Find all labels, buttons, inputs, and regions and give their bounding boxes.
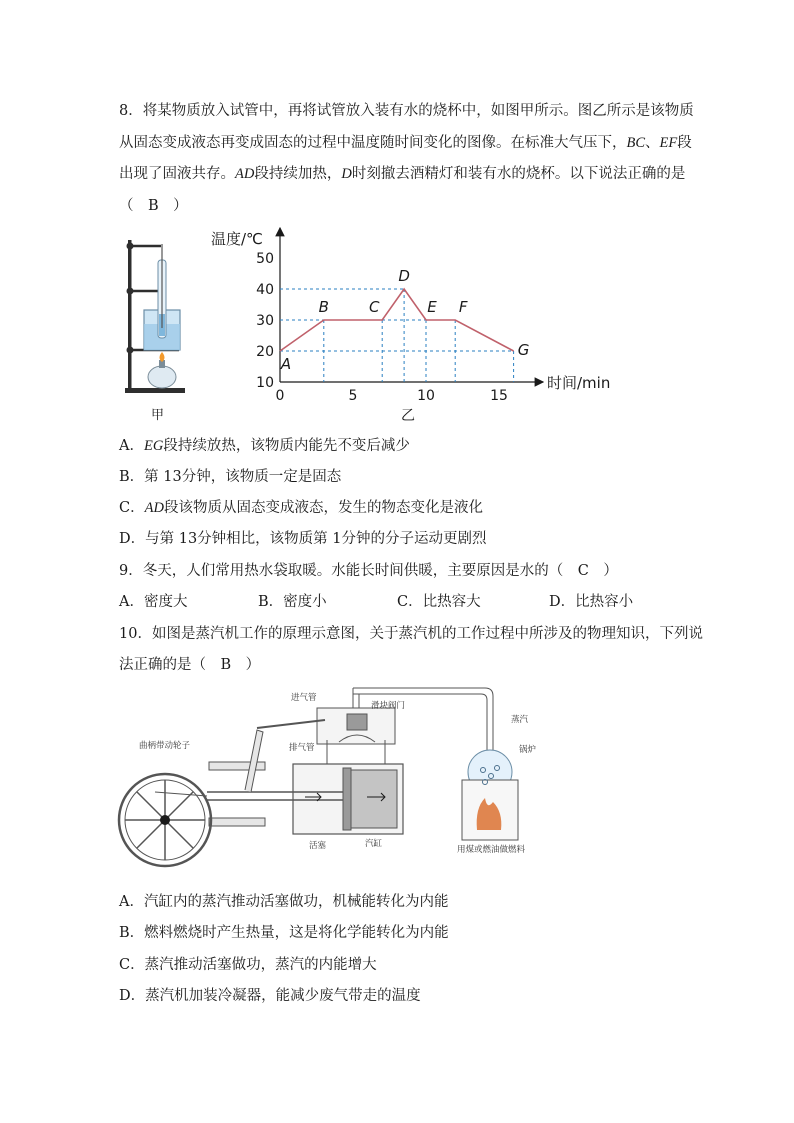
figure-a-caption: 甲 xyxy=(151,408,165,423)
q8-option-d[interactable]: D．与第 13分钟相比，该物质第 1分钟的分子运动更剧烈 xyxy=(119,531,487,547)
label-fuel: 用煤或燃油做燃料 xyxy=(457,845,526,855)
slide-valve xyxy=(347,714,367,730)
label-piston: 活塞 xyxy=(309,841,327,851)
q9-option-c[interactable]: C．比热容大 xyxy=(397,594,481,610)
y-tick-label: 50 xyxy=(256,251,274,267)
label-exhaust-pipe: 排气管 xyxy=(289,743,315,753)
lab-apparatus-figure xyxy=(115,232,195,432)
q8-option-c-text: 段该物质从固态变成液态，发生的物态变化是液化 xyxy=(163,500,483,516)
piston xyxy=(343,768,351,830)
x-tick-label: 5 xyxy=(348,388,358,404)
q9-option-d[interactable]: D．比热容小 xyxy=(549,594,634,610)
x-tick-label: 15 xyxy=(490,388,508,404)
connecting-rod xyxy=(245,730,263,792)
q8-option-a-prefix: A． xyxy=(119,438,144,454)
y-tick-label: 30 xyxy=(256,313,274,329)
q10-option-b[interactable]: B．燃料燃烧时产生热量，这是将化学能转化为内能 xyxy=(119,925,449,941)
q9-option-a[interactable]: A．密度大 xyxy=(119,594,188,610)
q8-term-ef: EF xyxy=(659,135,678,151)
temperature-time-chart xyxy=(205,226,625,426)
label-crank-wheel: 曲柄带动轮子 xyxy=(139,741,191,751)
q8-option-c[interactable] xyxy=(119,498,483,518)
point-label-e: E xyxy=(427,298,437,316)
q8-term-d: D xyxy=(341,166,352,182)
q10-stem-line2: 法正确的是（ B ） xyxy=(119,657,261,673)
point-label-f: F xyxy=(458,298,468,316)
label-slide-valve: 滑块阀门 xyxy=(371,701,406,711)
q9-option-b[interactable]: B．密度小 xyxy=(258,594,327,610)
q8-term-ad-option: AD xyxy=(144,500,164,516)
q8-option-b[interactable]: B．第 13分钟，该物质一定是固态 xyxy=(119,469,342,485)
point-label-g: G xyxy=(517,341,530,359)
q8-term-bc: BC xyxy=(626,135,646,151)
figure-b-caption: 乙 xyxy=(401,408,415,424)
q10-option-a[interactable]: A．汽缸内的蒸汽推动活塞做功，机械能转化为内能 xyxy=(119,894,449,910)
q10-stem-line1: 10．如图是蒸汽机工作的原理示意图，关于蒸汽机的工作过程中所涉及的物理知识，下列说 xyxy=(119,626,703,642)
q8-option-a-text: 段持续放热，该物质内能先不变后减少 xyxy=(163,438,410,454)
q9-stem: 9．冬天，人们常用热水袋取暖。水能长时间供暖，主要原因是水的（ C ） xyxy=(119,563,618,579)
stand-rod xyxy=(128,240,132,390)
y-tick-label: 20 xyxy=(256,344,274,360)
point-label-c: C xyxy=(368,298,380,316)
x-tick-label: 0 xyxy=(275,388,285,404)
q8-option-a[interactable] xyxy=(119,436,410,456)
q8-stem-line1: 8．将某物质放入试管中，再将试管放入装有水的烧杯中，如图甲所示。图乙所示是该物质 xyxy=(119,103,694,119)
q10-option-d[interactable]: D．蒸汽机加装冷凝器，能减少废气带走的温度 xyxy=(119,988,421,1004)
q8-option-c-prefix: C． xyxy=(119,500,145,516)
q8-stem-line3-b: 段持续加热， xyxy=(254,166,342,182)
point-label-a: A xyxy=(280,355,292,373)
steam-engine-diagram xyxy=(115,680,555,870)
cylinder-steam xyxy=(351,770,397,828)
point-label-b: B xyxy=(318,298,329,316)
label-intake-pipe: 进气管 xyxy=(291,693,317,703)
label-cylinder: 汽缸 xyxy=(365,839,383,849)
q8-stem-line2-text: 从固态变成液态再变成固态的过程中温度随时间变化的图像。在标准大气压下， xyxy=(119,135,627,151)
x-axis-label: 时间/min xyxy=(547,374,611,392)
q8-stem-line3-a: 出现了固液共存。 xyxy=(119,166,235,182)
q8-answer: （ B ） xyxy=(119,198,188,214)
q8-term-eg: EG xyxy=(143,438,164,454)
label-boiler: 锅炉 xyxy=(519,745,537,755)
q8-stem-line2-end: 段 xyxy=(677,135,692,151)
stand-base xyxy=(125,388,185,393)
q10-option-c[interactable]: C．蒸汽推动活塞做功，蒸汽的内能增大 xyxy=(119,957,377,973)
y-tick-label: 10 xyxy=(256,375,274,391)
q8-term-ad: AD xyxy=(235,166,255,182)
wheel-hub xyxy=(160,815,170,825)
x-tick-label: 10 xyxy=(417,388,435,404)
y-axis-label: 温度/℃ xyxy=(211,230,263,248)
point-label-d: D xyxy=(398,267,410,285)
alcohol-lamp xyxy=(148,366,176,388)
q8-sep: 、 xyxy=(645,135,660,151)
q8-stem-line3 xyxy=(119,164,685,184)
q8-stem-line3-c: 时刻撤去酒精灯和装有水的烧杯。以下说法正确的是 xyxy=(351,166,686,182)
y-tick-label: 40 xyxy=(256,282,274,298)
q8-stem-line2 xyxy=(119,133,692,153)
label-steam: 蒸汽 xyxy=(511,715,529,725)
